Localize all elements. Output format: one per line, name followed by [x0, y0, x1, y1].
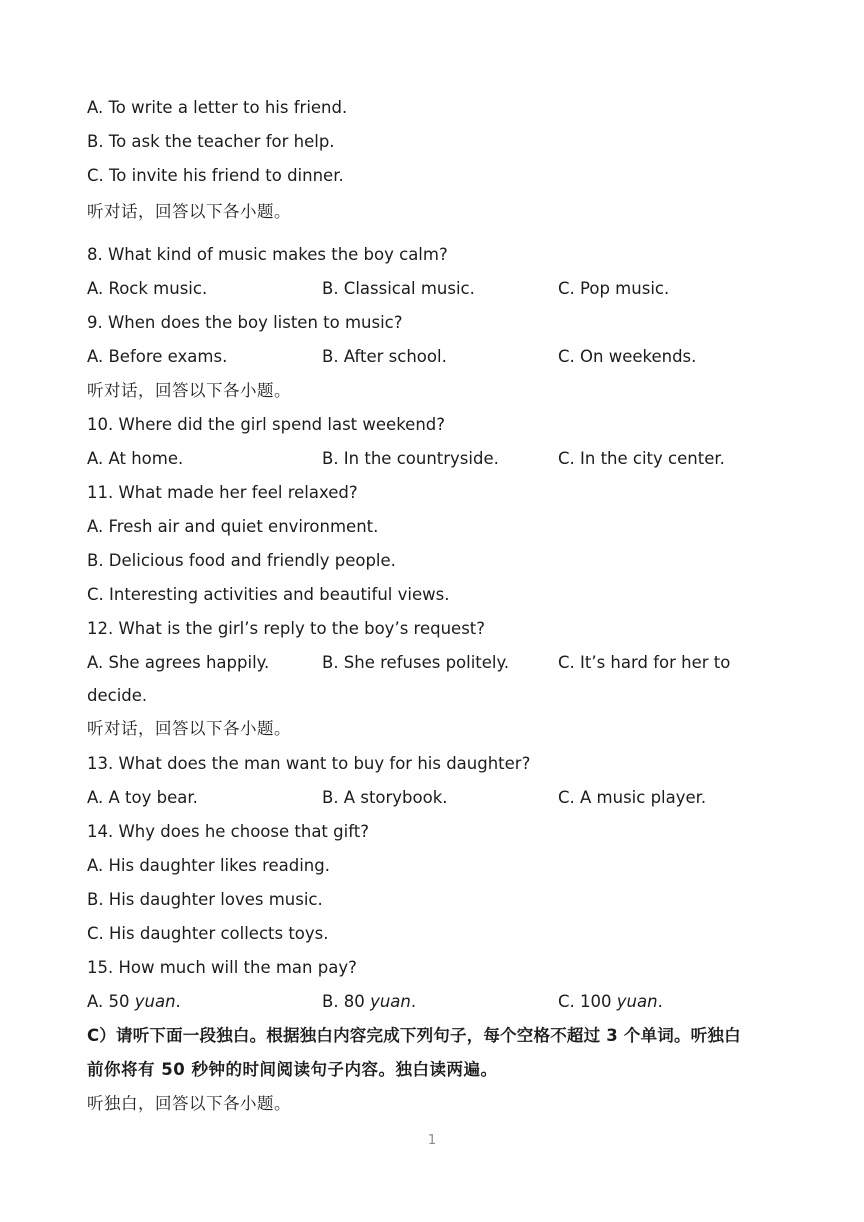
option-12b: B. She refuses politely.: [322, 653, 510, 672]
page-number: 1: [427, 1133, 437, 1148]
instruction-dialogue-3: 听对话，回答以下各小题。: [87, 719, 291, 738]
question-12: 12. What is the girl’s reply to the boy’s request?: [87, 619, 486, 638]
options-row-9: [87, 346, 777, 368]
option-12c: C. It’s hard for her to: [558, 653, 731, 672]
options-row-13: [87, 787, 777, 809]
option-11c: C. Interesting activities and beautiful views.: [87, 585, 450, 604]
option-7a: A. To write a letter to his friend.: [87, 98, 348, 117]
question-11: 11. What made her feel relaxed?: [87, 483, 358, 502]
instruction-dialogue-2: 听对话，回答以下各小题。: [87, 381, 291, 400]
option-7c: C. To invite his friend to dinner.: [87, 166, 344, 185]
question-14: 14. Why does he choose that gift?: [87, 822, 369, 841]
option-14a: A. His daughter likes reading.: [87, 856, 330, 875]
option-12a: A. She agrees happily.: [87, 653, 270, 672]
option-9b: B. After school.: [322, 347, 447, 366]
question-10: 10. Where did the girl spend last weekend?: [87, 415, 446, 434]
option-11b: B. Delicious food and friendly people.: [87, 551, 396, 570]
option-12c-continued: decide.: [87, 686, 148, 705]
question-8: 8. What kind of music makes the boy calm?: [87, 245, 448, 264]
option-8a: A. Rock music.: [87, 279, 208, 298]
option-8c: C. Pop music.: [558, 279, 670, 298]
question-9: 9. When does the boy listen to music?: [87, 313, 403, 332]
option-15b: B. 80 yuan.: [322, 992, 417, 1011]
option-14b: B. His daughter loves music.: [87, 890, 323, 909]
options-row-10: [87, 448, 777, 470]
options-row-8: [87, 278, 777, 300]
section-c-instruction-line-1: C）请听下面一段独白。根据独白内容完成下列句子，每个空格不超过 3 个单词。听独白: [87, 1026, 741, 1045]
option-9a: A. Before exams.: [87, 347, 228, 366]
instruction-dialogue-1: 听对话，回答以下各小题。: [87, 202, 291, 221]
option-10c: C. In the city center.: [558, 449, 725, 468]
option-10a: A. At home.: [87, 449, 184, 468]
question-13: 13. What does the man want to buy for his daughter?: [87, 754, 531, 773]
option-9c: C. On weekends.: [558, 347, 697, 366]
options-row-12: [87, 652, 777, 674]
option-15a: A. 50 yuan.: [87, 992, 181, 1011]
option-8b: B. Classical music.: [322, 279, 475, 298]
instruction-monologue: 听独白，回答以下各小题。: [87, 1094, 291, 1113]
option-14c: C. His daughter collects toys.: [87, 924, 329, 943]
option-13b: B. A storybook.: [322, 788, 448, 807]
options-row-15: [87, 991, 777, 1013]
option-11a: A. Fresh air and quiet environment.: [87, 517, 379, 536]
option-13c: C. A music player.: [558, 788, 707, 807]
section-c-instruction-line-2: 前你将有 50 秒钟的时间阅读句子内容。独白读两遍。: [87, 1060, 498, 1079]
question-15: 15. How much will the man pay?: [87, 958, 357, 977]
option-7b: B. To ask the teacher for help.: [87, 132, 335, 151]
option-15c: C. 100 yuan.: [558, 992, 663, 1011]
option-13a: A. A toy bear.: [87, 788, 198, 807]
option-10b: B. In the countryside.: [322, 449, 499, 468]
